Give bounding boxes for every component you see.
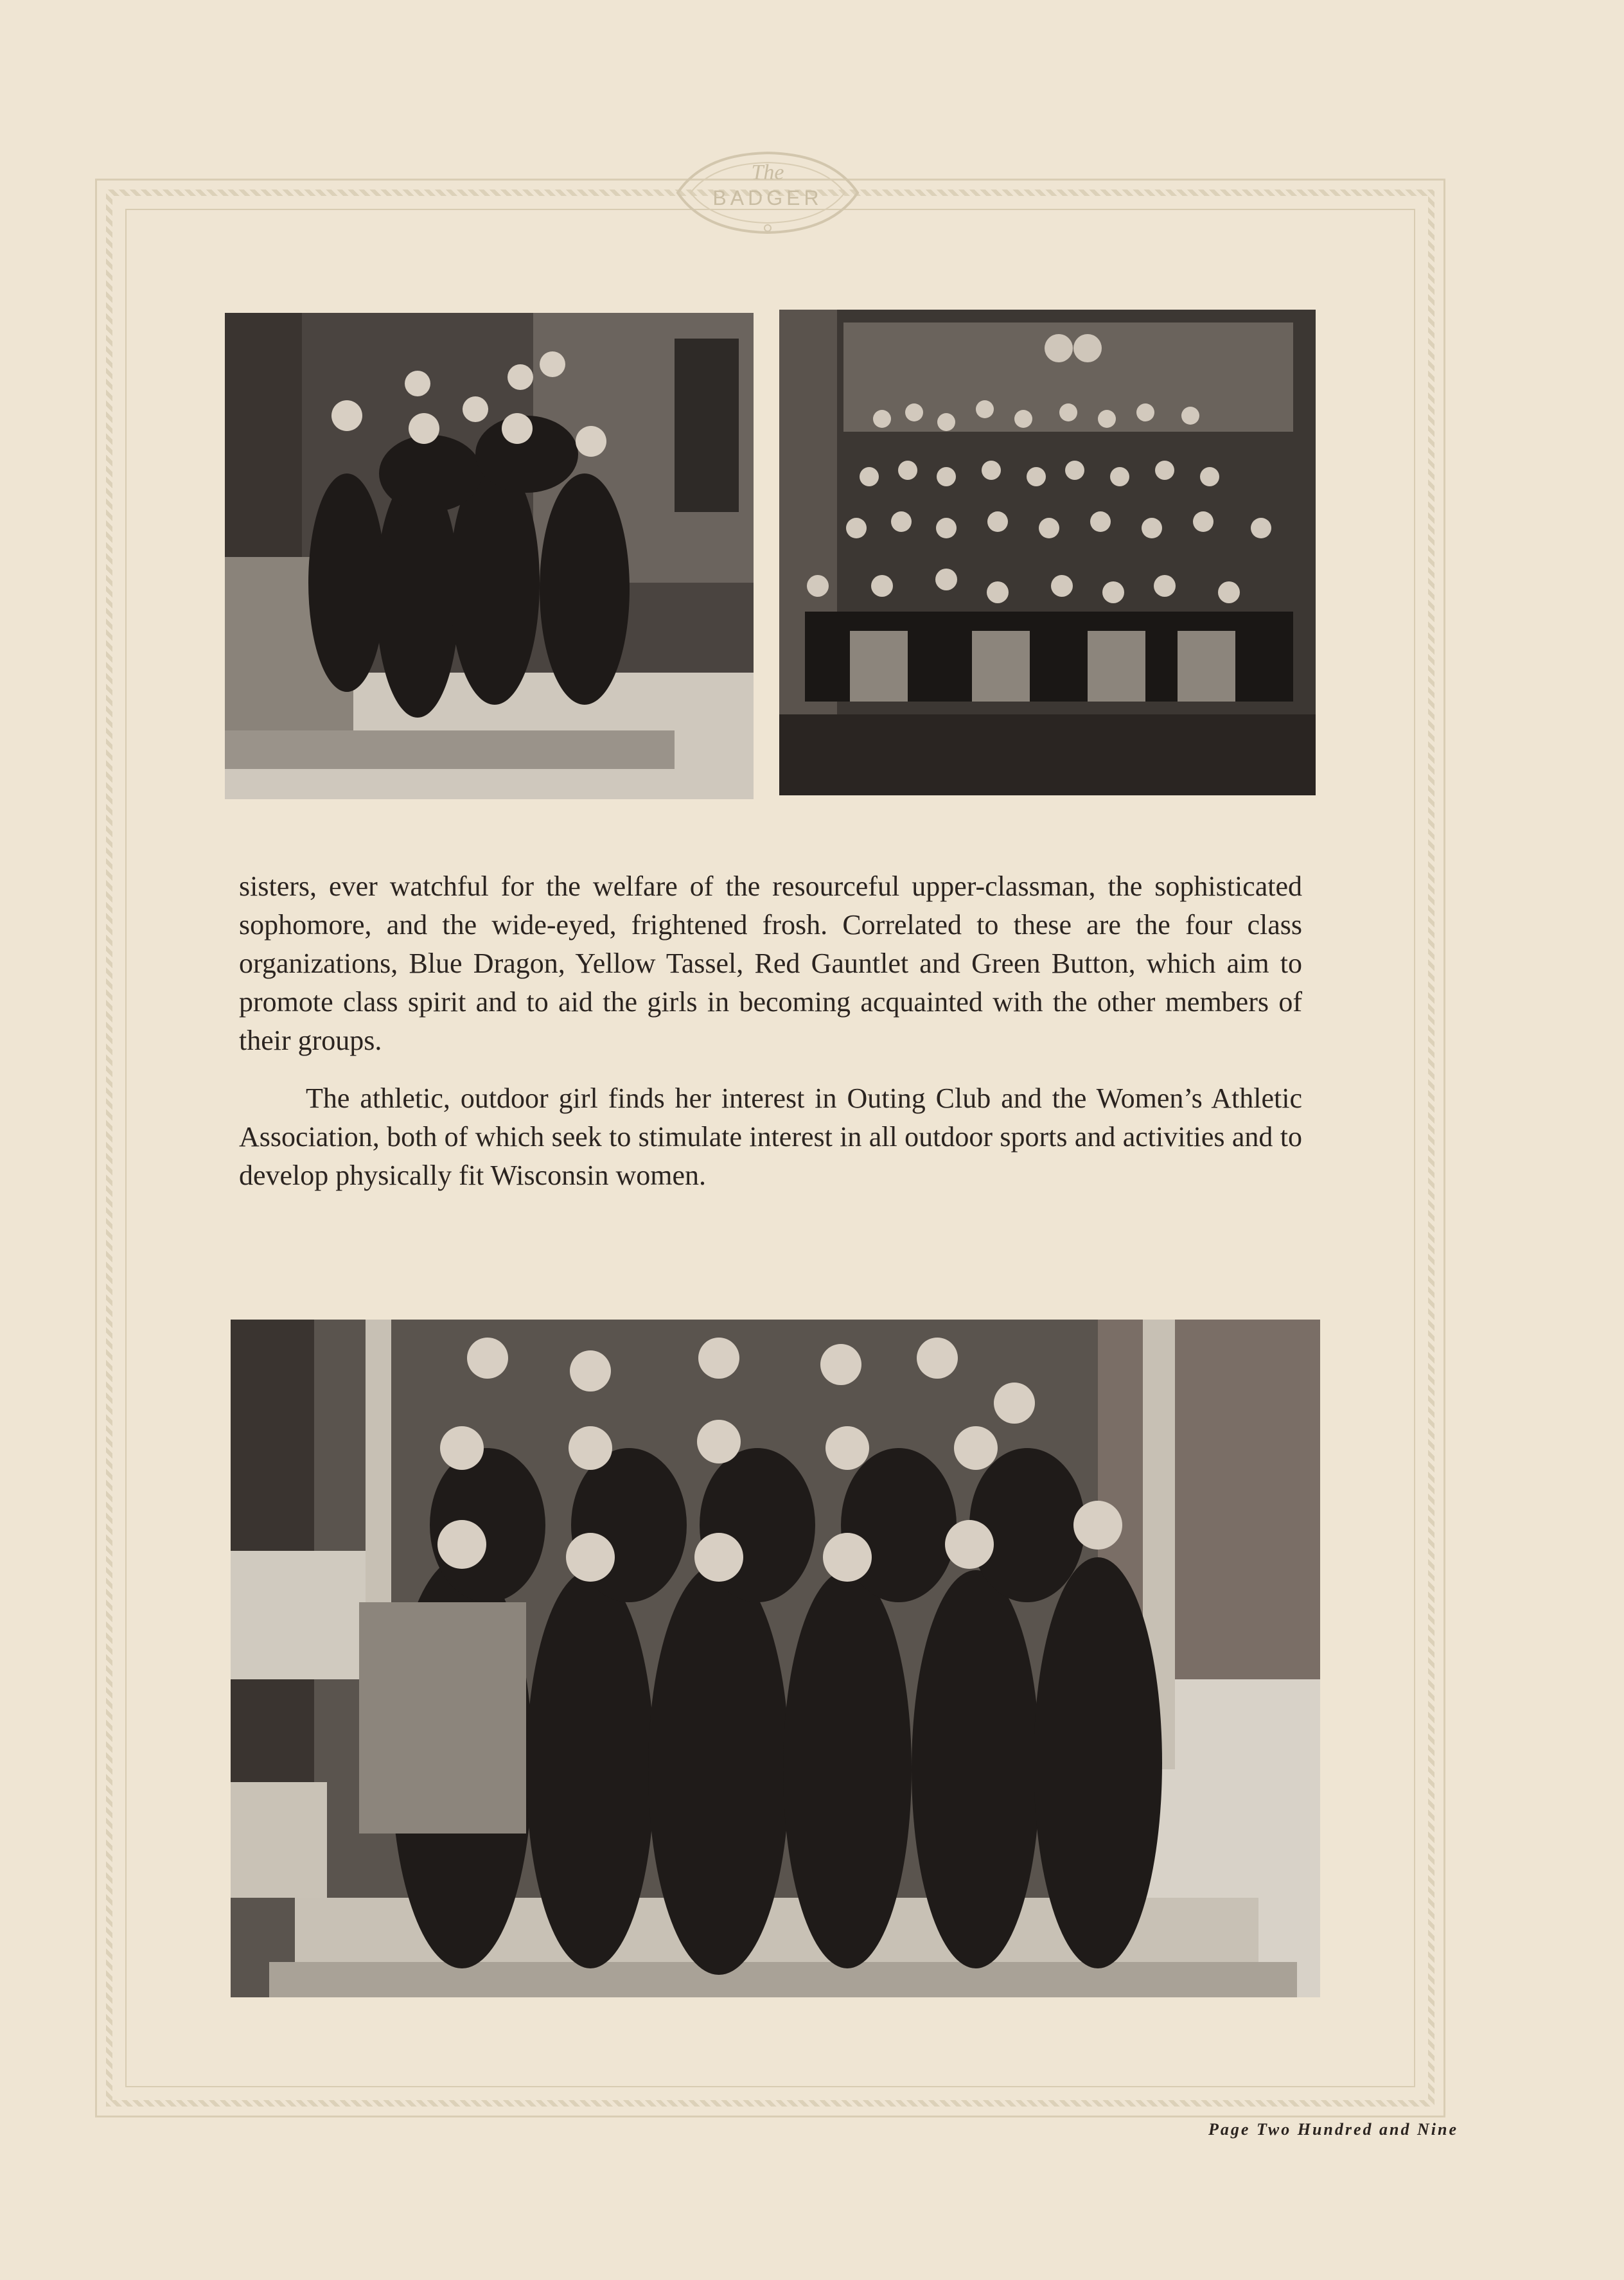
group-photo-winter-steps [231,1320,1320,1997]
page-number-footer: Page Two Hundred and Nine [1208,2120,1458,2139]
group-photo-interior [779,310,1316,795]
crest-the-text: The [751,161,784,184]
paragraph-2-text: The athletic, outdoor girl finds her interest in Outing Club and the Women’s Athletic Association, both of which seek to stimulate interest in all outdoor sports and activities and to develop physically fit Wisconsin women. [239,1083,1302,1191]
paragraph-1-text: sisters, ever watchful for the welfare of the resourceful upper-classman, the sophisticated sophomore, and the wide-eyed, frightened frosh. Correlated to these are the four class organizations, Blue Dragon, Yellow Tassel, Red Gauntlet and Green Button, which aim to promote class spirit and to aid the girls in becoming acquainted with the other members of their groups. [239,870,1302,1056]
badger-crest [665,141,870,238]
crest-badger-text: BADGER [712,186,823,209]
body-paragraph-1 [239,867,1302,1060]
group-photo-porch-steps [225,313,754,799]
body-paragraph-2 [239,1079,1302,1195]
